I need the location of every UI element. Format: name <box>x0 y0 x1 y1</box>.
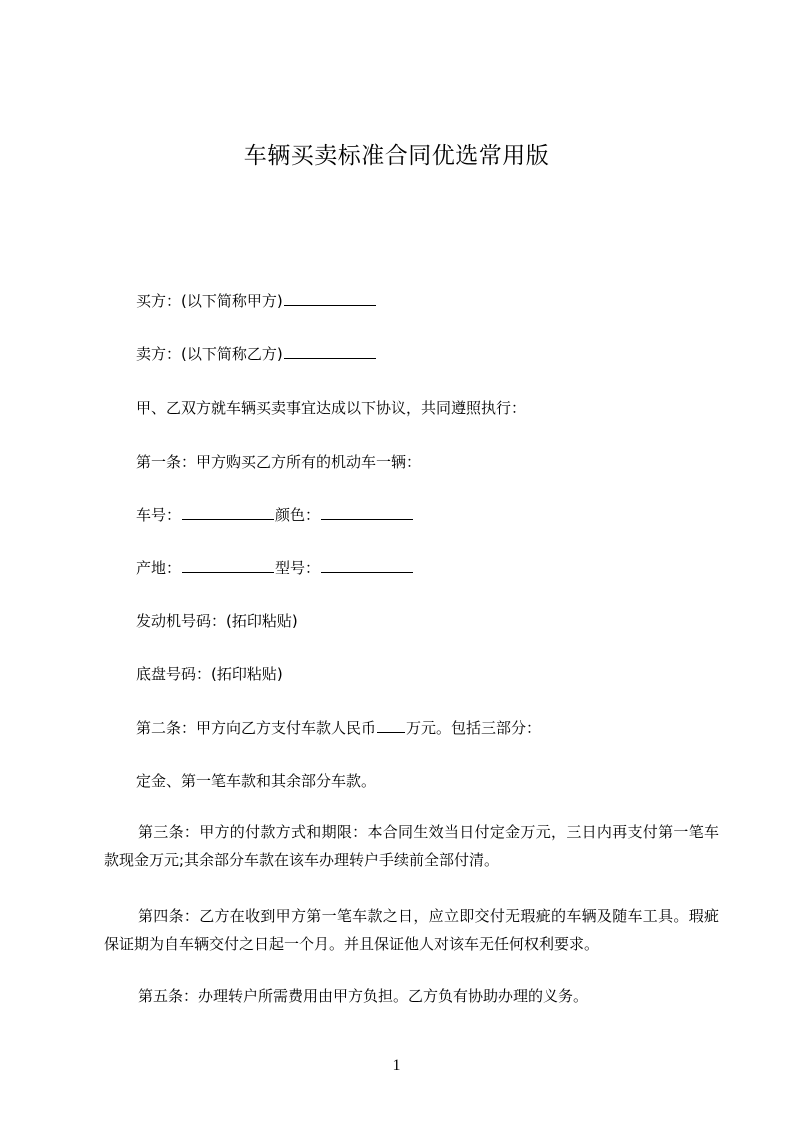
chassis-line: 底盘号码：(拓印粘贴) <box>136 665 283 683</box>
article-2 <box>136 717 541 739</box>
page-number: 1 <box>392 1057 401 1074</box>
model-blank <box>321 557 413 573</box>
intro-line: 甲、乙双方就车辆买卖事宜达成以下协议，共同遵照执行： <box>136 399 527 417</box>
color-label: 颜色： <box>275 506 321 524</box>
buyer-blank <box>284 290 376 306</box>
article-5: 第五条：办理转户所需费用由甲方负担。乙方负有协助办理的义务。 <box>138 987 589 1005</box>
plate-label: 车号： <box>136 506 182 524</box>
seller-line <box>136 343 377 365</box>
article-2-pre: 第二条：甲方向乙方支付车款人民币 <box>136 719 377 737</box>
buyer-label: 买方：(以下简称甲方) <box>136 292 283 310</box>
color-blank <box>321 504 413 520</box>
origin-label: 产地： <box>136 559 182 577</box>
seller-blank <box>284 343 376 359</box>
plate-color-line <box>136 504 414 526</box>
buyer-line <box>136 290 377 312</box>
origin-model-line <box>136 557 414 579</box>
article-2-post: 万元。包括三部分： <box>406 719 542 737</box>
payment-parts-line: 定金、第一笔车款和其余部分车款。 <box>136 772 377 790</box>
model-label: 型号： <box>275 559 321 577</box>
document-title: 车辆买卖标准合同优选常用版 <box>243 143 550 169</box>
amount-blank <box>377 717 405 733</box>
engine-line: 发动机号码：(拓印粘贴) <box>136 612 298 630</box>
article-4: 第四条：乙方在收到甲方第一笔车款之日，应立即交付无瑕疵的车辆及随车工具。瑕疵保证期为自车辆交付之日起一个月。并且保证他人对该车无任何权利要求。 <box>104 907 719 953</box>
origin-blank <box>182 557 274 573</box>
article-3: 第三条：甲方的付款方式和期限：本合同生效当日付定金万元，三日内再支付第一笔车款现金万元;其余部分车款在该车办理转户手续前全部付清。 <box>104 823 719 869</box>
article-1: 第一条：甲方购买乙方所有的机动车一辆： <box>136 453 422 471</box>
plate-blank <box>182 504 274 520</box>
seller-label: 卖方：(以下简称乙方) <box>136 345 283 363</box>
